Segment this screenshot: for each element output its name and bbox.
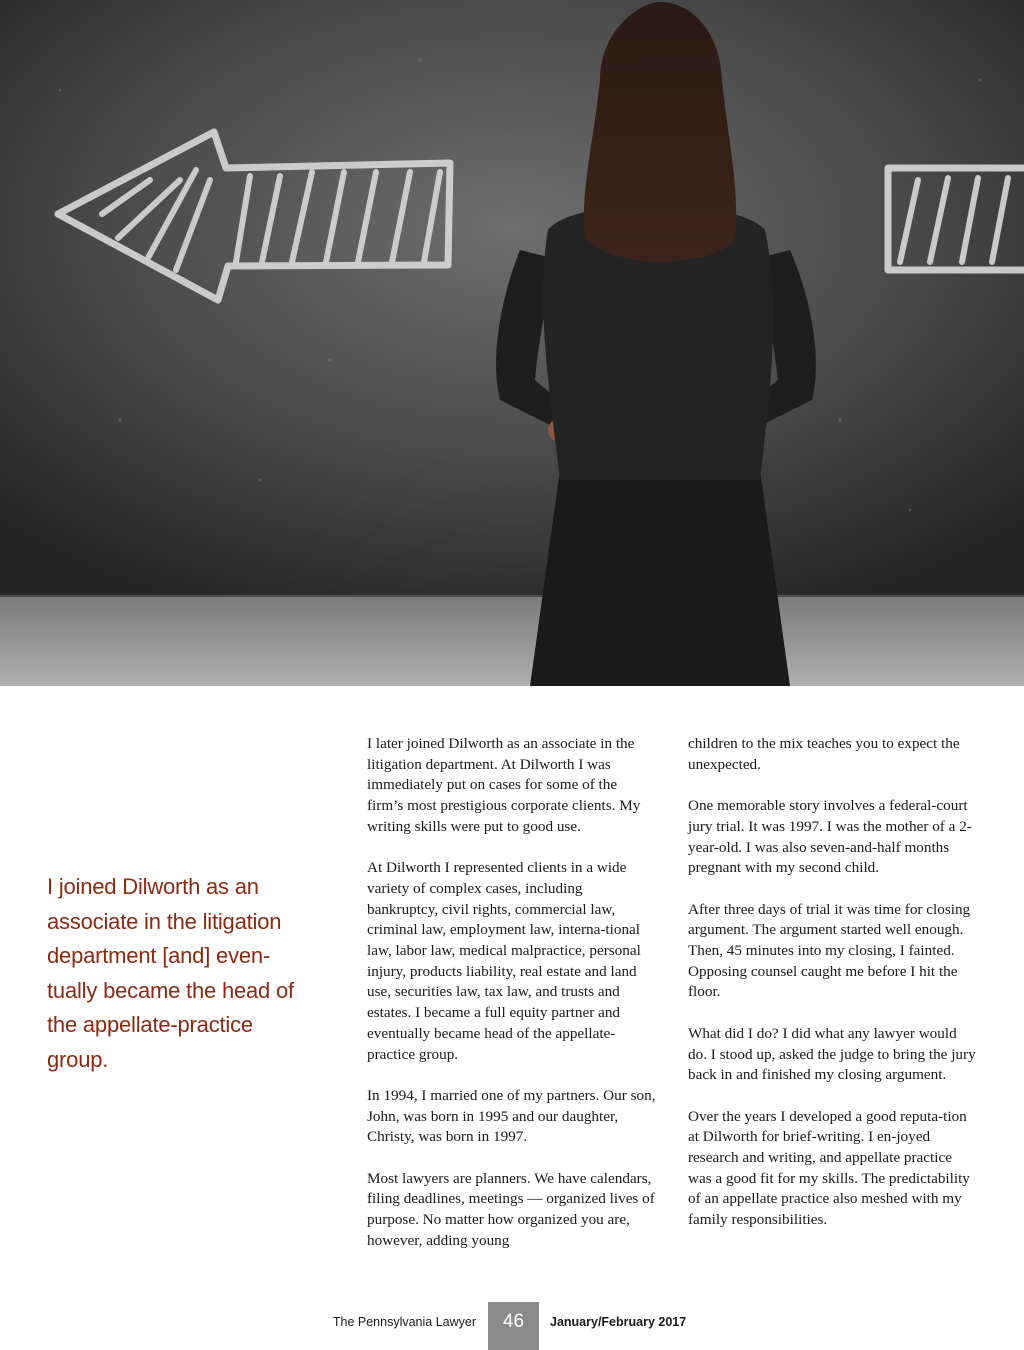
paragraph: I later joined Dilworth as an associate in the litigation department. At Dilworth I was immediately put on cases for some of the firm’s most prestigious corporate clients. My writing skills were put to good use. bbox=[367, 735, 641, 835]
paragraph: After three days of trial it was time for closing argument. The argument started well enough. Then, 45 minutes into my closing, I fainted. Opposing counsel caught me before I hit the floor. bbox=[688, 900, 971, 1001]
page-number-badge: 46 bbox=[488, 1302, 539, 1350]
issue-date: January/February 2017 bbox=[550, 1315, 687, 1329]
page-footer bbox=[0, 1302, 1024, 1350]
paragraph: At Dilworth I represented clients in a wide variety of complex cases, including bankruptcy, civil rights, commercial law, criminal law, employment law, interna-tional law, labor law, medical malpractice, personal injury, products liability, real estate and land use, securities law, tax law, and trusts and estates. I became a full equity partner and eventually became head of the appellate-practice group. bbox=[367, 859, 641, 1063]
paragraph: Most lawyers are planners. We have calendars, filing deadlines, meetings — organized lives of purpose. No matter how organized you are, however, adding young bbox=[367, 1169, 655, 1249]
paragraph: One memorable story involves a federal-court jury trial. It was 1997. I was the mother of a 2-year-old. I was also seven-and-half months pregnant with my second child. bbox=[688, 797, 972, 877]
paragraph: In 1994, I married one of my partners. Our son, John, was born in 1995 and our daughter, Christy, was born in 1997. bbox=[367, 1086, 656, 1146]
pull-quote: I joined Dilworth as an associate in the litigation department [and] even-tually became the head of the appellate-practice group. bbox=[47, 874, 294, 1072]
body-column-1 bbox=[367, 734, 657, 1272]
paragraph: What did I do? I did what any lawyer would do. I stood up, asked the judge to bring the jury back in and finished my closing argument. bbox=[688, 1024, 976, 1084]
body-column-2 bbox=[688, 734, 978, 1252]
paragraph: children to the mix teaches you to expect the unexpected. bbox=[688, 735, 960, 773]
publication-name: The Pennsylvania Lawyer bbox=[332, 1315, 476, 1329]
paragraph: Over the years I developed a good reputa-tion at Dilworth for brief-writing. I en-joyed research and writing, and appellate practice was a good fit for my skills. The predictability of an appellate practice also meshed with my family responsibilities. bbox=[688, 1107, 970, 1229]
